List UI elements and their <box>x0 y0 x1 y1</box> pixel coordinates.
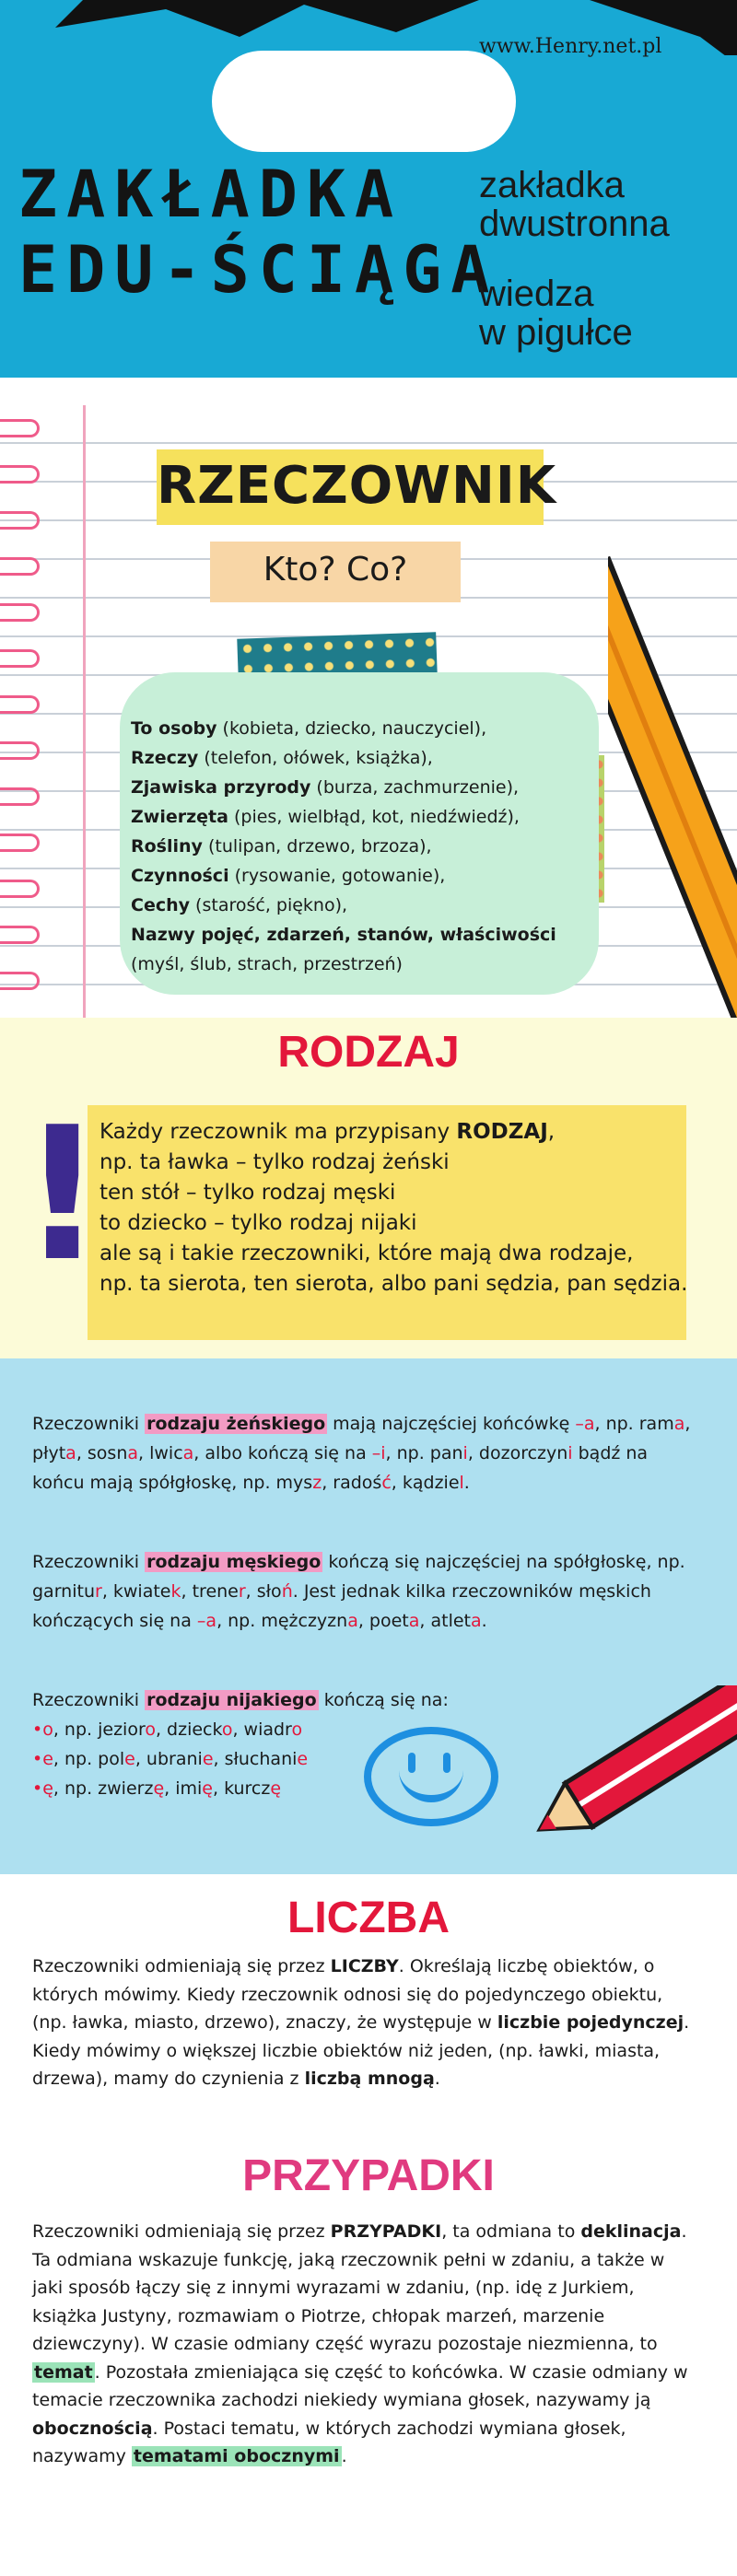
spiral-ring-icon <box>0 511 40 530</box>
list-item: (myśl, ślub, strach, przestrzeń) <box>131 954 403 974</box>
title-line-1: ZAKŁADKA <box>18 157 404 232</box>
header-hole <box>212 51 516 152</box>
brand-url[interactable]: www.Henry.net.pl <box>479 35 662 58</box>
rodzaj-line: ale są i takie rzeczowniki, które mają dwa rodzaje, <box>99 1241 634 1265</box>
neuter-paragraph: Rzeczowniki rodzaju nijakiego kończą się na: •o, np. jezioro, dziecko, wiadro •e, np. pole, ubranie, słuchanie •ę, np. zwierzę, imię, kurczę <box>32 1690 449 1799</box>
spiral-ring-icon <box>0 649 40 668</box>
smiley-icon <box>364 1727 498 1826</box>
feminine-paragraph: Rzeczowniki rodzaju żeńskiego mają najczęściej końcówkę –a, np. rama, płyta, sosna, lwica, albo kończą się na –i, np. pani, dozorczyni bądź na końcu mają spółgłoskę, np. mysz, radość, kądziel. <box>32 1414 691 1493</box>
spiral-ring-icon <box>0 557 40 576</box>
liczba-title: LICZBA <box>287 1894 450 1942</box>
rodzaj-line: Każdy rzeczownik ma przypisany RODZAJ, <box>99 1120 556 1144</box>
spiral-ring-icon <box>0 603 40 622</box>
spiral-ring-icon <box>0 419 40 437</box>
spiral-ring-icon <box>0 695 40 714</box>
rodzaj-text <box>99 1117 726 1300</box>
subtitle-2-line-1: wiedza <box>479 274 594 314</box>
przypadki-title: PRZYPADKI <box>242 2151 495 2200</box>
subtitle-double-sided <box>479 166 670 243</box>
list-item: Cechy (starość, piękno), <box>131 895 348 915</box>
subtitle-1-line-1: zakładka <box>479 165 625 205</box>
header-bottom-strip <box>0 378 737 405</box>
rzeczownik-subtitle: Kto? Co? <box>263 551 408 589</box>
rodzaj-line: ten stół – tylko rodzaj męski <box>99 1181 396 1205</box>
page-title <box>18 157 498 308</box>
rzeczownik-list <box>131 714 610 979</box>
spiral-ring-icon <box>0 787 40 806</box>
spiral-ring-icon <box>0 741 40 760</box>
masculine-paragraph: Rzeczowniki rodzaju męskiego kończą się najczęściej na spółgłoskę, np. garnitur, kwiatek, trener, słoń. Jest jednak kilka rzeczowników męskich kończących się na –a, np. mężczyzna, poeta, atleta. <box>32 1552 685 1631</box>
exclamation-icon: ! <box>20 1088 105 1302</box>
list-item: Nazwy pojęć, zdarzeń, stanów, właściwości <box>131 925 556 945</box>
subtitle-1-line-2: dwustronna <box>479 204 670 244</box>
przypadki-paragraph: Rzeczowniki odmieniają się przez PRZYPADKI, ta odmiana to deklinacja. Ta odmiana wskazuje funkcję, jaką rzeczownik pełni w zdaniu, a także w jaki sposób łączy się z innymi wyrazami w zdaniu, (np. idę z Jurkiem, książka Justyny, rozmawiam o Piotrze, chłopak marzeń, marzenie dziewczyny). W czasie odmiany część wyrazu pozostaje niezmienna, to temat . Pozostała zmieniająca się część to końcówka. W czasie odmiany w temacie rzeczownika zachodzi niekiedy wymiana głosek, nazywamy ją obocznością. Postaci tematu, w których zachodzi wymiana głosek, nazywamy tematami obocznymi . <box>32 2221 688 2466</box>
liczba-paragraph: Rzeczowniki odmieniają się przez LICZBY. Określają liczbę obiektów, o których mówimy. Kiedy rzeczownik odnosi się do pojedynczego obiektu, (np. ławka, miasto, drzewo), znaczy, że występuje w liczbie pojedynczej. Kiedy mówimy o większej liczbie obiektów niż jeden, (np. ławki, miasta, drzewa), mamy do czynienia z liczbą mnogą. <box>32 1956 690 2089</box>
notebook-margin-line <box>83 405 86 1032</box>
list-item: Rzeczy (telefon, ołówek, książka), <box>131 748 433 768</box>
rodzaj-line: np. ta sierota, ten sierota, albo pani sędzia, pan sędzia. <box>99 1272 688 1296</box>
spiral-ring-icon <box>0 880 40 898</box>
rodzaj-line: np. ta ławka – tylko rodzaj żeński <box>99 1150 450 1174</box>
list-item: Zwierzęta (pies, wielbłąd, kot, niedźwiedź), <box>131 807 520 827</box>
spiral-ring-icon <box>0 972 40 990</box>
subtitle-knowledge <box>479 274 633 352</box>
rzeczownik-title: RZECZOWNIK <box>157 456 557 516</box>
list-item: Czynności (rysowanie, gotowanie), <box>131 866 446 886</box>
spiral-ring-icon <box>0 833 40 852</box>
list-item: To osoby (kobieta, dziecko, nauczyciel), <box>131 718 487 739</box>
spiral-ring-icon <box>0 465 40 484</box>
title-line-2: EDU-ŚCIĄGA <box>18 232 499 308</box>
list-item: Rośliny (tulipan, drzewo, brzoza), <box>131 836 432 857</box>
rodzaj-line: to dziecko – tylko rodzaj nijaki <box>99 1211 417 1235</box>
rodzaj-title: RODZAJ <box>277 1028 460 1077</box>
list-item: Zjawiska przyrody (burza, zachmurzenie), <box>131 777 520 798</box>
pencil-orange-icon <box>608 553 737 1032</box>
spiral-ring-icon <box>0 926 40 944</box>
header-banner <box>0 0 737 405</box>
pencil-red-icon <box>516 1685 737 1870</box>
subtitle-2-line-2: w pigułce <box>479 312 633 353</box>
